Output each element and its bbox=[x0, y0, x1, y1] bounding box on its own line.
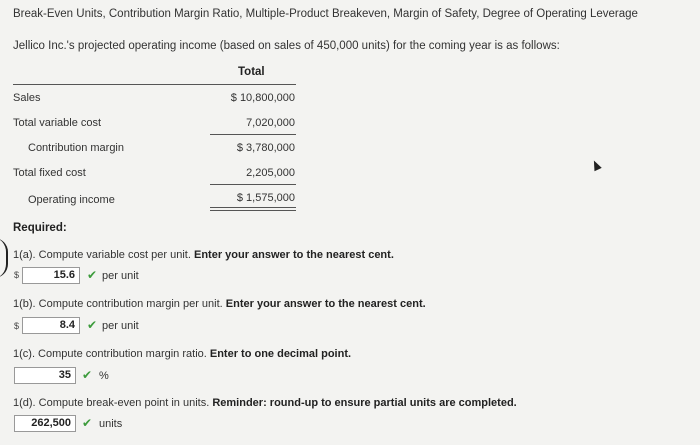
table-header-rule bbox=[13, 84, 296, 85]
total-rule-top bbox=[210, 207, 296, 208]
total-rule-bottom bbox=[210, 210, 296, 211]
unit-label: per unit bbox=[102, 270, 139, 282]
page-title: Break-Even Units, Contribution Margin Ratio, Multiple-Product Breakeven, Margin of Safety, Degree of Operating Leverage bbox=[13, 8, 638, 20]
check-icon: ✔ bbox=[87, 318, 98, 332]
row-label-fixed-cost: Total fixed cost bbox=[13, 167, 86, 179]
question-instruction: Enter your answer to the nearest cent. bbox=[193, 249, 394, 261]
mouse-cursor-icon bbox=[590, 159, 601, 171]
question-1c bbox=[13, 348, 351, 360]
question-1a bbox=[13, 249, 394, 261]
row-label-contribution-margin: Contribution margin bbox=[28, 142, 124, 154]
question-instruction: Enter your answer to the nearest cent. bbox=[225, 298, 426, 310]
dollar-sign: $ bbox=[14, 321, 20, 331]
subtotal-rule bbox=[210, 134, 296, 135]
row-label-variable-cost: Total variable cost bbox=[13, 117, 102, 129]
check-icon: ✔ bbox=[87, 268, 98, 282]
check-icon: ✔ bbox=[82, 368, 93, 382]
intro-text: Jellico Inc.'s projected operating income (based on sales of 450,000 units) for the coming year is as follows: bbox=[13, 40, 560, 52]
unit-label: % bbox=[99, 370, 109, 382]
question-1b bbox=[13, 298, 426, 310]
required-heading: Required: bbox=[13, 222, 67, 234]
question-text: 1(c). Compute contribution margin ratio. bbox=[13, 348, 207, 360]
unit-label: units bbox=[99, 418, 123, 430]
subtotal-rule bbox=[210, 184, 296, 185]
focus-bracket-icon bbox=[0, 238, 8, 278]
question-instruction: Enter to one decimal point. bbox=[209, 348, 352, 360]
dollar-sign: $ bbox=[14, 270, 20, 280]
question-text: 1(a). Compute variable cost per unit. bbox=[13, 249, 191, 261]
check-icon: ✔ bbox=[82, 416, 93, 430]
answer-input-1c[interactable]: 35 bbox=[14, 367, 76, 384]
row-value-operating-income: $ 1,575,000 bbox=[236, 192, 295, 204]
row-value-contribution-margin: $ 3,780,000 bbox=[236, 142, 295, 154]
answer-input-1b[interactable]: 8.4 bbox=[22, 317, 80, 334]
row-value-fixed-cost: 2,205,000 bbox=[246, 167, 295, 179]
unit-label: per unit bbox=[102, 320, 139, 332]
row-label-sales: Sales bbox=[13, 92, 41, 104]
question-instruction: Reminder: round-up to ensure partial units are completed. bbox=[212, 397, 517, 409]
answer-input-1d[interactable]: 262,500 bbox=[14, 415, 76, 432]
table-header-total: Total bbox=[238, 66, 265, 78]
question-1d bbox=[13, 397, 517, 409]
question-text: 1(d). Compute break-even point in units. bbox=[13, 397, 210, 409]
row-value-sales: $ 10,800,000 bbox=[230, 92, 295, 104]
row-value-variable-cost: 7,020,000 bbox=[246, 117, 295, 129]
row-label-operating-income: Operating income bbox=[28, 194, 115, 206]
question-text: 1(b). Compute contribution margin per unit. bbox=[13, 298, 223, 310]
answer-input-1a[interactable]: 15.6 bbox=[22, 267, 80, 284]
